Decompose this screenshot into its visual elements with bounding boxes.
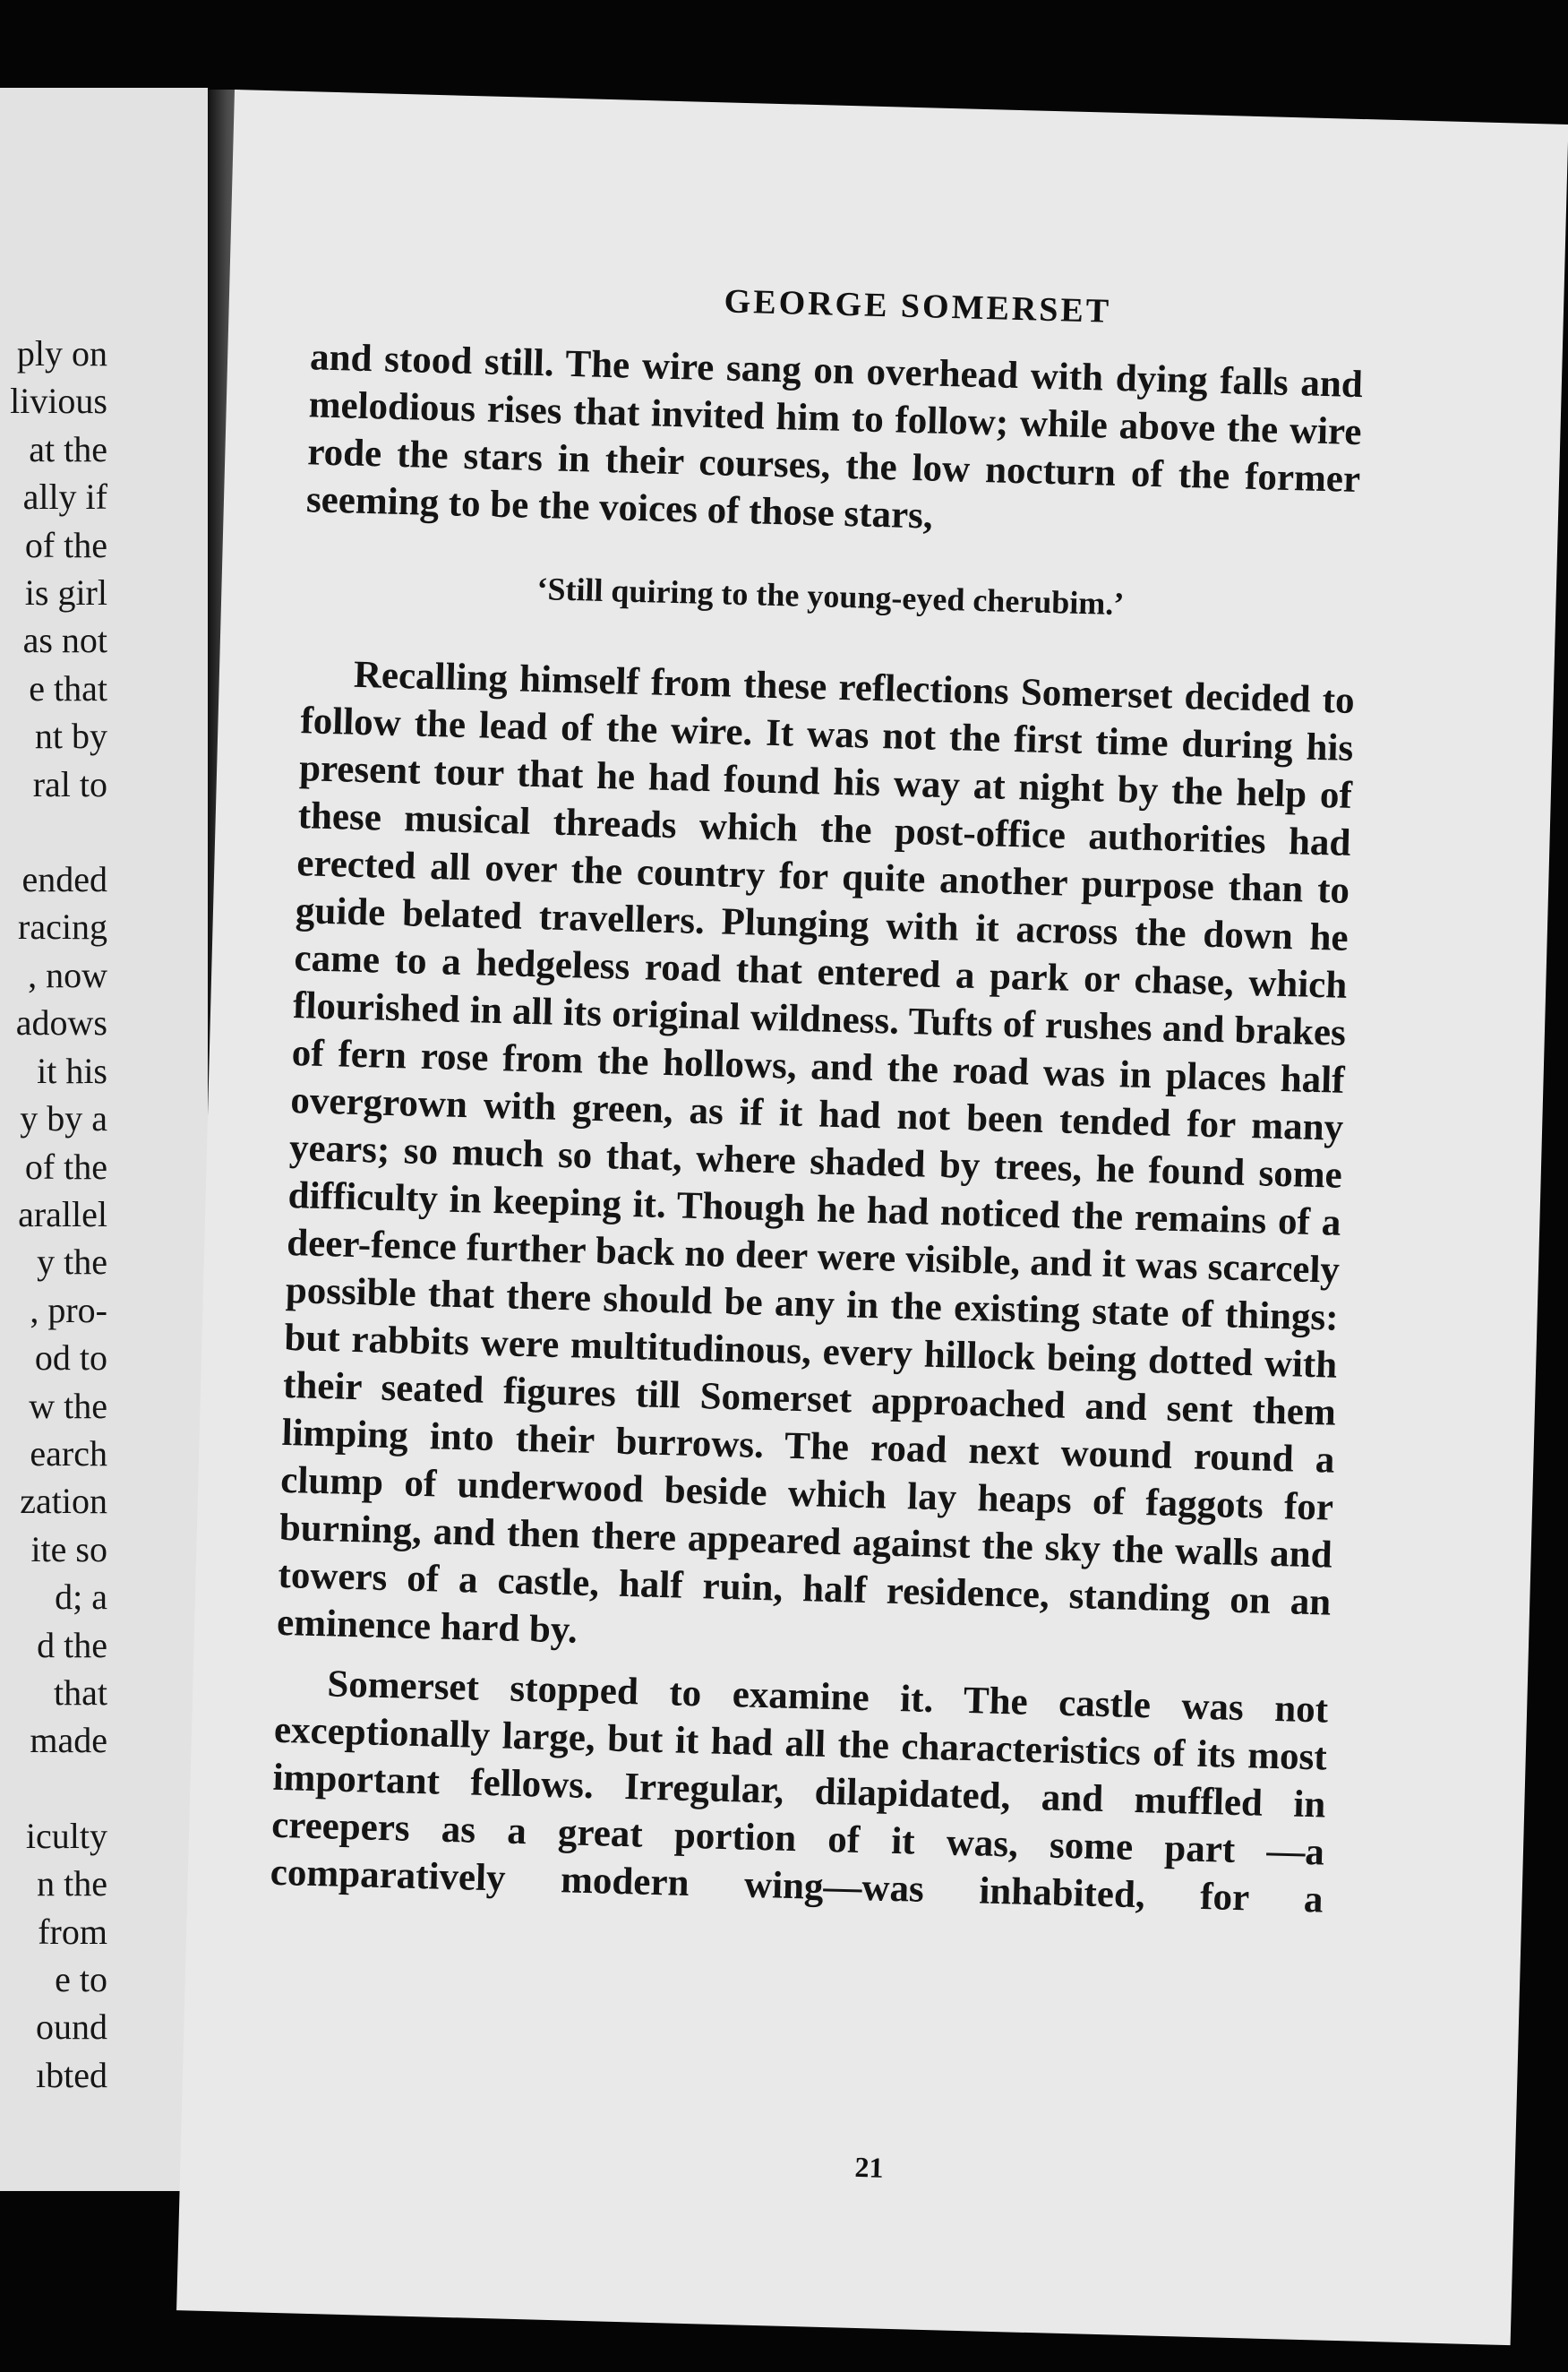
left-page-line: d the xyxy=(37,1624,107,1665)
left-page-text-fragments xyxy=(0,330,107,2099)
left-page-line: y the xyxy=(37,1242,107,1283)
left-page-line: ound xyxy=(36,2007,107,2048)
left-page-line: arallel xyxy=(18,1193,107,1234)
left-page-line: d; a xyxy=(55,1577,107,1618)
left-page-line: made xyxy=(30,1720,107,1761)
left-page-line: is girl xyxy=(24,572,107,614)
left-page-line: earch xyxy=(30,1432,107,1474)
running-head: GEORGE SOMERSET xyxy=(724,282,1112,331)
page-number: 21 xyxy=(854,2150,884,2184)
left-page-line: w the xyxy=(29,1385,107,1426)
left-page-line: at the xyxy=(29,428,107,469)
left-page-line: it his xyxy=(37,1050,107,1091)
left-page-line: iculty xyxy=(25,1815,107,1856)
left-page xyxy=(0,88,208,2191)
left-page-line: ply on xyxy=(16,333,107,374)
left-page-line: of the xyxy=(24,1146,107,1187)
left-page-line: as not xyxy=(22,620,107,661)
left-page-line: racing xyxy=(18,907,107,948)
left-page-line: ral to xyxy=(32,763,107,804)
left-page-line: od to xyxy=(34,1337,107,1379)
paragraph-2: Recalling himself from these reflections Somerset decided to follow the lead of the wire. It was not the first time during his present tour that he had found his way at night by the help of these musical threads which the post-office authorities had erected all over the country for quite another purpose than to guide belated travellers. Plunging with it across the down he came to a hedgeless road that entered a park or chase, which flourished in all its original wildness. Tufts of rushes and brakes of fern rose from the hollows, and the road was in places half overgrown with green, as if it had not been tended for many years; so much so that, where shaded by trees, he found some difficulty in keeping it. Though he had noticed the remains of a deer-fence further back no deer were visible, and it was scarcely possible that there should be any in the existing state of things: but rabbits were multitudinous, every hillock being dotted with their seated figures till Somerset approached and sent them limping into their burrows. The road next wound round a clump of underwood beside which lay heaps of faggots for burning, and then there appeared against the sky the walls and towers of a castle, half ruin, half residence, standing on an eminence hard by. xyxy=(276,653,1356,1652)
left-page-line: e that xyxy=(29,667,107,709)
left-page-line: ite so xyxy=(30,1528,107,1569)
right-page xyxy=(176,90,1568,2345)
paragraph-1: and stood still. The wire sang on overhead with dying falls and melodious rises that invited him to follow; while above the wire rode the stars in their courses, the low nocturn of the former seeming to be the voices of those stars, xyxy=(305,336,1364,537)
text-block xyxy=(270,333,1363,1923)
left-page-line: nt by xyxy=(34,716,107,757)
quotation: ‘Still quiring to the young-eyed cherubim.’ xyxy=(536,571,1125,623)
left-page-line: ally if xyxy=(22,477,107,518)
left-page-line: zation xyxy=(20,1481,107,1522)
left-page-line: ıbted xyxy=(36,2054,107,2095)
paragraph-3: Somerset stopped to examine it. The castle was not exceptionally large, but it had all the characteristics of its most important fellows. Irregular, dilapidated, and muffled in creepers as a great portion of it was, some part —a comparatively modern wing—was inhabited, for a xyxy=(270,1663,1329,1921)
left-page-line: livious xyxy=(10,381,107,422)
left-page-line: ended xyxy=(21,859,107,900)
left-page-line: that xyxy=(54,1672,107,1713)
left-page-line: y by a xyxy=(20,1098,107,1139)
left-page-line: from xyxy=(38,1911,107,1952)
left-page-line: , pro- xyxy=(30,1289,107,1330)
left-page-line: adows xyxy=(15,1002,107,1044)
left-page-line: of the xyxy=(24,524,107,565)
left-page-line: n the xyxy=(37,1863,107,1904)
left-page-line: e to xyxy=(55,1959,107,1999)
left-page-line: , now xyxy=(28,954,107,995)
